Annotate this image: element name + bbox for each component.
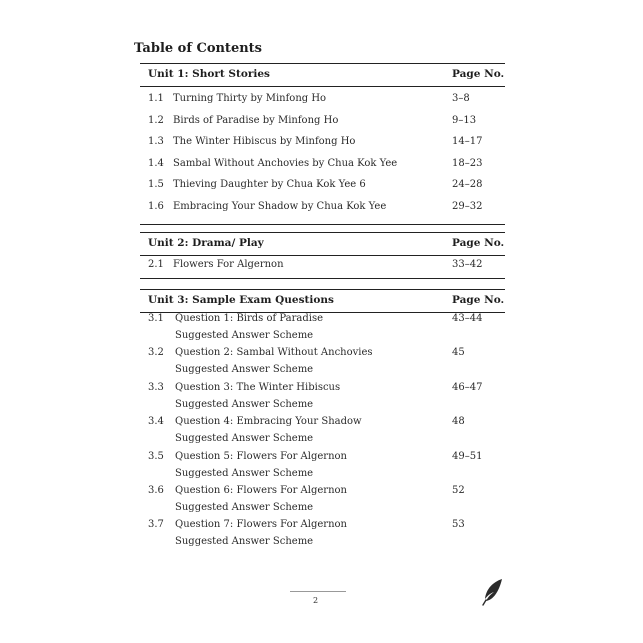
entry-title: Embracing Your Shadow by Chua Kok Yee: [173, 200, 387, 212]
toc-entry[interactable]: [140, 519, 505, 553]
entry-title: Question 4: Embracing Your Shadow: [175, 416, 362, 428]
page-no-header: Page No.: [452, 294, 505, 306]
footer-divider: [290, 591, 346, 592]
entry-title: Birds of Paradise by Minfong Ho: [173, 114, 339, 126]
entry-title: Question 3: The Winter Hibiscus: [175, 381, 341, 393]
entry-pages: 52: [452, 484, 465, 496]
entry-pages: 33–42: [452, 259, 483, 270]
unit-2-section: [140, 232, 505, 279]
entry-pages: 24–28: [452, 179, 483, 191]
entry-pages: 53: [452, 519, 465, 531]
entry-title: Question 2: Sambal Without Anchovies: [175, 347, 373, 359]
unit-header: [140, 232, 505, 256]
unit-heading: Unit 3: Sample Exam Questions: [148, 294, 334, 306]
entry-title: Turning Thirty by Minfong Ho: [173, 93, 327, 104]
entry-subtitle: Suggested Answer Scheme: [175, 467, 314, 479]
page-number: 2: [313, 596, 319, 605]
toc-entry[interactable]: [140, 347, 505, 381]
entry-title: Sambal Without Anchovies by Chua Kok Yee: [173, 157, 398, 169]
entry-title: Question 5: Flowers For Algernon: [175, 450, 347, 462]
entry-pages: 49–51: [452, 450, 483, 462]
quill-feather-icon: [481, 578, 505, 606]
unit-header: [140, 63, 505, 87]
page-no-header: Page No.: [452, 68, 505, 80]
entry-title: Question 1: Birds of Paradise: [175, 313, 324, 324]
entry-subtitle: Suggested Answer Scheme: [175, 501, 314, 513]
entry-title: Question 6: Flowers For Algernon: [175, 484, 347, 496]
entry-title: Flowers For Algernon: [173, 259, 284, 270]
entry-number: 3.1: [148, 313, 164, 324]
entry-subtitle: Suggested Answer Scheme: [175, 398, 314, 410]
toc-entry[interactable]: [140, 485, 505, 519]
toc-entry[interactable]: [140, 451, 505, 485]
entry-subtitle: Suggested Answer Scheme: [175, 364, 314, 376]
entry-pages: 3–8: [452, 93, 470, 104]
entry-number: 3.5: [148, 450, 164, 462]
entry-pages: 48: [452, 416, 465, 428]
unit-header: [140, 289, 505, 313]
entry-number: 1.2: [148, 114, 164, 126]
entry-pages: 46–47: [452, 381, 483, 393]
toc-entry[interactable]: [140, 177, 505, 199]
entry-pages: 29–32: [452, 200, 483, 212]
entry-number: 3.2: [148, 347, 164, 359]
entry-subtitle: Suggested Answer Scheme: [175, 536, 314, 548]
toc-entry[interactable]: [140, 113, 505, 135]
toc-entry[interactable]: [140, 382, 505, 416]
entry-number: 3.6: [148, 484, 164, 496]
entry-pages: 14–17: [452, 136, 483, 148]
unit-heading: Unit 2: Drama/ Play: [148, 237, 264, 249]
entry-subtitle: Suggested Answer Scheme: [175, 330, 314, 341]
toc-entry[interactable]: [140, 91, 505, 113]
page-no-header: Page No.: [452, 237, 505, 249]
section-divider: [140, 278, 505, 279]
unit-3-section: [140, 289, 505, 554]
toc-entry[interactable]: [140, 256, 505, 278]
entry-title: Question 7: Flowers For Algernon: [175, 519, 347, 531]
toc-entry[interactable]: [140, 156, 505, 178]
entry-pages: 43–44: [452, 313, 483, 324]
entry-title: The Winter Hibiscus by Minfong Ho: [173, 136, 356, 148]
entry-number: 3.4: [148, 416, 164, 428]
entry-number: 3.3: [148, 381, 164, 393]
entry-subtitle: Suggested Answer Scheme: [175, 433, 314, 445]
page-title: Table of Contents: [134, 41, 262, 56]
entry-pages: 45: [452, 347, 465, 359]
entry-pages: 18–23: [452, 157, 483, 169]
entry-number: 2.1: [148, 259, 164, 270]
toc-entry[interactable]: [140, 199, 505, 221]
entry-number: 1.3: [148, 136, 164, 148]
entry-number: 1.6: [148, 200, 164, 212]
unit-heading: Unit 1: Short Stories: [148, 68, 270, 80]
section-divider: [140, 224, 505, 225]
entry-number: 1.1: [148, 93, 164, 104]
entry-title: Thieving Daughter by Chua Kok Yee 6: [173, 179, 366, 191]
unit-1-section: [140, 63, 505, 225]
entry-number: 1.4: [148, 157, 164, 169]
toc-entry[interactable]: [140, 313, 505, 347]
toc-entry[interactable]: [140, 416, 505, 450]
entry-number: 3.7: [148, 519, 164, 531]
entry-pages: 9–13: [452, 114, 477, 126]
entry-number: 1.5: [148, 179, 164, 191]
toc-entry[interactable]: [140, 134, 505, 156]
